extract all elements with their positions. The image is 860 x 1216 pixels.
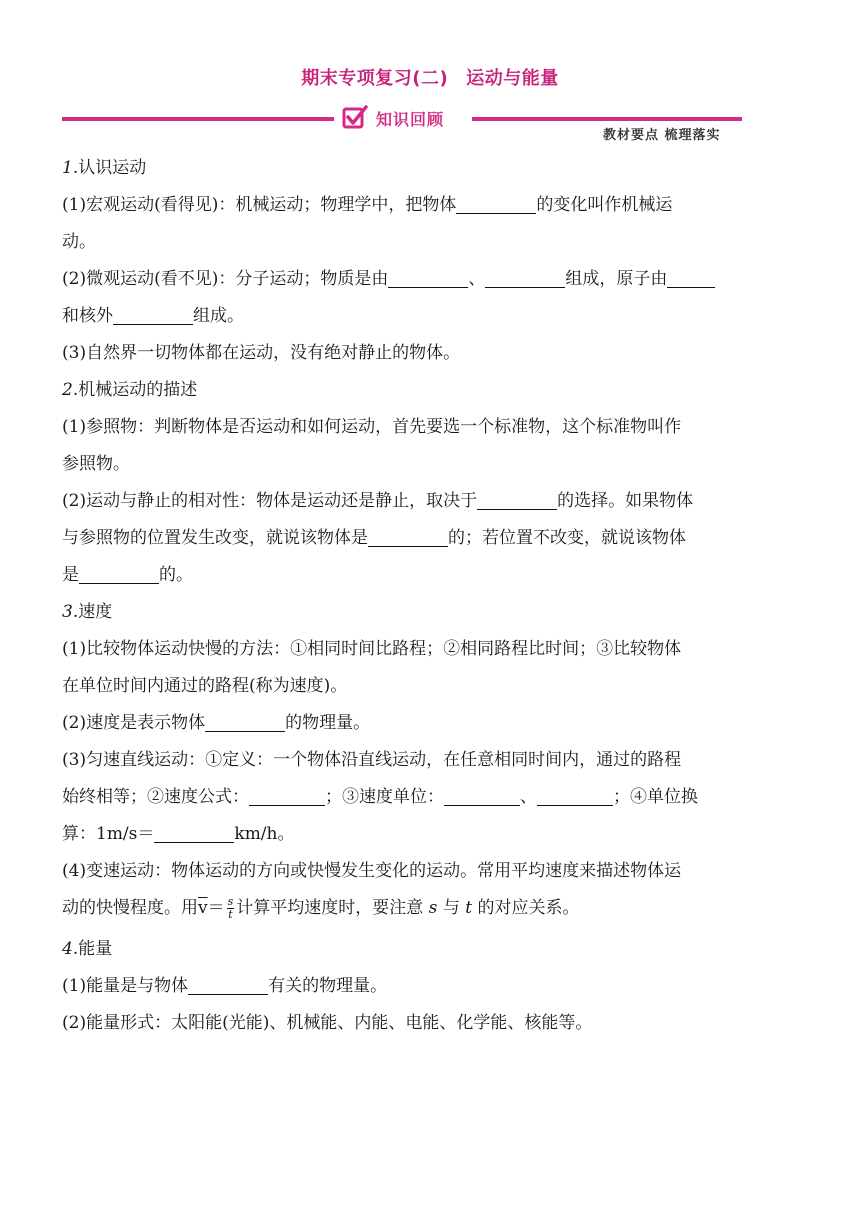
para-3-4-cont: 动的快慢程度。用$\overline{v}=$ $\frac{s}{t}$ 计算平均速度时，要注意 s 与 t 的对应关系。 <box>62 895 580 921</box>
answer-blank[interactable] <box>388 267 468 288</box>
banner-line-right <box>472 117 742 121</box>
para-3-2: (2)速度是表示物体 的物理量。 <box>62 713 371 733</box>
answer-blank[interactable] <box>188 974 268 995</box>
para-2-2: (2)运动与静止的相对性：物体是运动还是静止，取决于 的选择。如果物体 <box>62 491 694 511</box>
answer-blank[interactable] <box>477 489 557 510</box>
answer-blank[interactable] <box>205 711 285 732</box>
section-sublabel: 教材要点 梳理落实 <box>603 128 721 143</box>
answer-blank[interactable] <box>444 785 520 806</box>
content <box>62 150 802 1042</box>
checkbox-icon <box>342 105 368 131</box>
para-4-1: (1)能量是与物体 有关的物理量。 <box>62 976 388 996</box>
page-title <box>0 64 860 90</box>
answer-blank[interactable] <box>113 304 193 325</box>
para-1-1-cont: 动。 <box>62 232 96 252</box>
para-1-2: (2)微观运动(看不见)：分子运动；物质是由 、 组成，原子由 <box>62 261 802 298</box>
section-label: 知识回顾 <box>376 110 445 129</box>
heading-2: 2.机械运动的描述 <box>62 380 198 400</box>
answer-blank[interactable] <box>667 267 715 288</box>
para-2-1: (1)参照物：判断物体是否运动和如何运动，首先要选一个标准物，这个标准物叫作 <box>62 417 682 437</box>
answer-blank[interactable] <box>485 267 565 288</box>
formula-fraction: $\frac{s}{t}$ <box>227 895 234 921</box>
para-3-1: (1)比较物体运动快慢的方法：①相同时间比路程；②相同路程比时间；③比较物体 <box>62 639 682 659</box>
para-3-3-cont: 始终相等；②速度公式： ；③速度单位： 、 ；④单位换 <box>62 787 698 807</box>
para-3-3: (3)匀速直线运动：①定义：一个物体沿直线运动，在任意相同时间内，通过的路程 <box>62 750 682 770</box>
para-3-4: (4)变速运动：物体运动的方向或快慢发生变化的运动。常用平均速度来描述物体运 <box>62 861 682 881</box>
para-4-2: (2)能量形式：太阳能(光能)、机械能、内能、电能、化学能、核能等。 <box>62 1013 593 1033</box>
answer-blank[interactable] <box>537 785 613 806</box>
heading-4: 4.能量 <box>62 939 113 959</box>
heading-3: 3.速度 <box>62 602 113 622</box>
para-1-1: (1)宏观运动(看得见)：机械运动；物理学中，把物体 的变化叫作机械运 <box>62 195 673 215</box>
answer-blank[interactable] <box>249 785 325 806</box>
para-2-1-cont: 参照物。 <box>62 454 130 474</box>
answer-blank[interactable] <box>154 822 234 843</box>
answer-blank[interactable] <box>456 193 536 214</box>
banner-line-left <box>62 117 334 121</box>
para-1-3: (3)自然界一切物体都在运动，没有绝对静止的物体。 <box>62 343 461 363</box>
para-2-2-cont2: 是 的。 <box>62 565 193 585</box>
v-bar-symbol: $\overline{v}$ <box>198 898 208 918</box>
para-3-1-cont: 在单位时间内通过的路程(称为速度)。 <box>62 676 348 696</box>
answer-blank[interactable] <box>368 526 448 547</box>
para-2-2-cont: 与参照物的位置发生改变，就说该物体是 的；若位置不改变，就说该物体 <box>62 528 686 548</box>
para-3-3-cont2: 算：1m/s＝ km/h。 <box>62 824 295 844</box>
para-1-2-cont: 和核外 组成。 <box>62 306 244 326</box>
heading-1: 1.认识运动 <box>62 158 147 178</box>
title-topic: 运动与能量 <box>466 68 559 89</box>
title-main: 期末专项复习(二) <box>301 68 449 89</box>
answer-blank[interactable] <box>79 563 159 584</box>
